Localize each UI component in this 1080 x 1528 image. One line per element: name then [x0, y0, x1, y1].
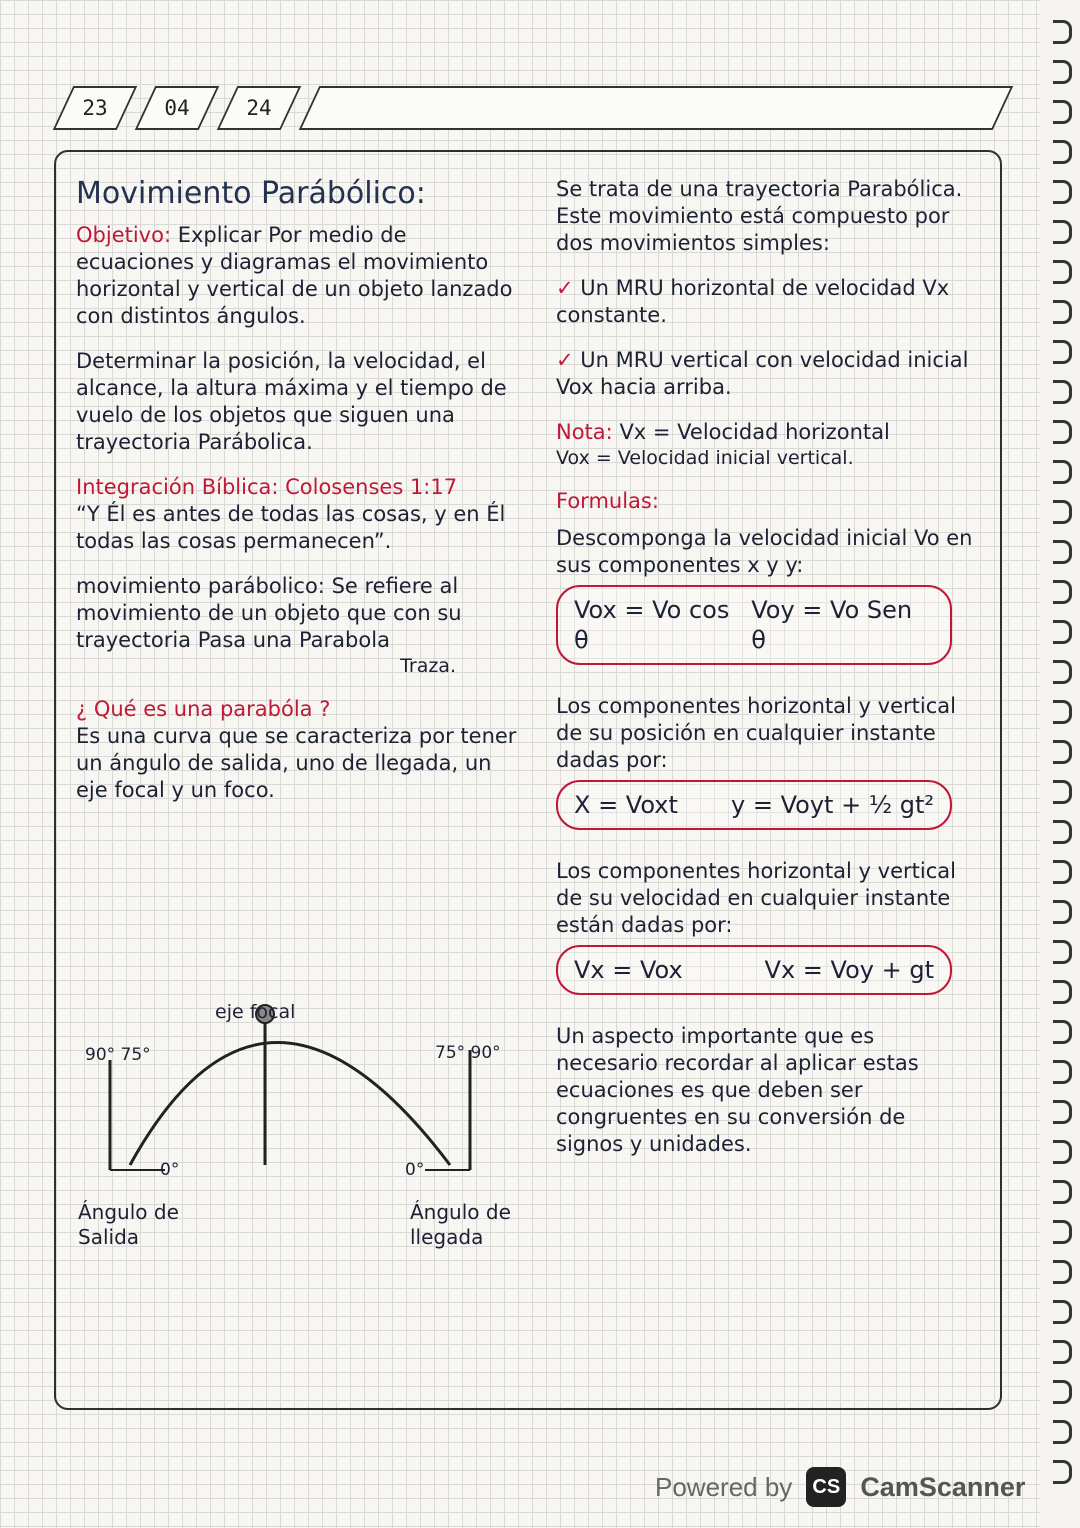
definition-text: Se refiere al movimiento de un objeto que con su trayectoria Pasa una Parabola: [76, 574, 462, 652]
date-month: 04: [164, 96, 190, 120]
left-angles-label: 90° 75°: [85, 1045, 151, 1065]
exit-angle-label: Ángulo de Salida: [78, 1200, 179, 1249]
note-line-2: Vox = Velocidad inicial vertical.: [556, 447, 854, 469]
definition-label: movimiento parábolico:: [76, 574, 325, 598]
spiral-binding: [1040, 20, 1080, 1520]
formula-3-right: Vx = Voy + gt: [764, 956, 934, 984]
bible-block: [76, 474, 526, 555]
parabola-curve: [130, 1043, 450, 1166]
item-2: [556, 347, 976, 401]
closing-text: Un aspecto importante que es necesario recordar al aplicar estas ecuaciones es que deben ser congruentes en su conversión de signos y unidades.: [556, 1024, 919, 1156]
right-angles-label: 75° 90°: [435, 1043, 501, 1063]
formula-box-3: [556, 945, 952, 995]
formulas-label: Formulas:: [556, 489, 659, 513]
formula-box-1: [556, 585, 952, 665]
formula-2-right: y = Voyt + ½ gt²: [731, 791, 934, 819]
traza-note: Traza.: [400, 655, 456, 677]
scanner-watermark: [655, 1462, 1055, 1512]
item-1-text: Un MRU horizontal de velocidad Vx constante.: [556, 276, 950, 327]
velocity-text: Los componentes horizontal y vertical de su velocidad en cualquier instante están dadas por:: [556, 859, 956, 937]
definition-block: [76, 573, 526, 678]
date-year: 24: [246, 96, 272, 120]
question-block: [76, 696, 526, 804]
objective-text: Explicar Por medio de ecuaciones y diagramas el movimiento horizontal y vertical de un objeto lanzado con distintos ángulos.: [76, 223, 513, 328]
intro-text: Se trata de una trayectoria Parabólica. Este movimiento está compuesto por dos movimientos simples:: [556, 177, 963, 255]
formula-1-left: Vox = Vo cos θ: [574, 596, 730, 654]
question-text: ¿ Qué es una parabóla ?: [76, 697, 331, 721]
focal-axis-label: eje focal: [215, 1001, 296, 1023]
formula-3-left: Vx = Vox: [574, 956, 683, 984]
note-line-1: Vx = Velocidad horizontal: [619, 420, 890, 444]
parabola-diagram: [70, 990, 530, 1270]
answer-text: Es una curva que se caracteriza por tener un ángulo de salida, uno de llegada, un eje focal y un foco.: [76, 724, 517, 802]
right-zero-label: 0°: [405, 1160, 425, 1180]
camscanner-brand: CamScanner: [860, 1471, 1026, 1502]
page-title: Movimiento Parábólico:: [76, 176, 426, 211]
objective-block: [76, 222, 526, 330]
camscanner-logo-icon: CS: [806, 1467, 846, 1507]
date-day: 23: [82, 96, 108, 120]
bible-label: Integración Bíblica: Colosenses 1:17: [76, 475, 458, 499]
note-block: [556, 419, 976, 470]
date-header: [55, 86, 1005, 130]
objective-label: Objetivo:: [76, 223, 172, 247]
formula-1-right: Voy = Vo Sen θ: [751, 596, 913, 654]
left-column: [76, 176, 526, 822]
formula-2-left: X = Voxt: [574, 791, 678, 819]
bible-quote: “Y Él es antes de todas las cosas, y en Él todas las cosas permanecen”.: [76, 502, 506, 553]
note-label: Nota:: [556, 420, 613, 444]
left-zero-label: 0°: [160, 1160, 180, 1180]
check-icon: ✓: [556, 276, 574, 300]
determine-text: Determinar la posición, la velocidad, el alcance, la altura máxima y el tiempo de vuelo de los objetos que siguen una trayectoria Parábolica.: [76, 349, 507, 454]
item-2-text: Un MRU vertical con velocidad inicial Vox hacia arriba.: [556, 348, 969, 399]
arrival-angle-label: Ángulo de llegada: [410, 1200, 511, 1249]
position-text: Los componentes horizontal y vertical de su posición en cualquier instante dadas por:: [556, 694, 956, 772]
formula-box-2: [556, 780, 952, 830]
decompose-text: Descomponga la velocidad inicial Vo en sus componentes x y y:: [556, 526, 973, 577]
item-1: [556, 275, 976, 329]
powered-by-text: Powered by: [655, 1471, 793, 1502]
check-icon: ✓: [556, 348, 574, 372]
right-column: [556, 176, 976, 1158]
